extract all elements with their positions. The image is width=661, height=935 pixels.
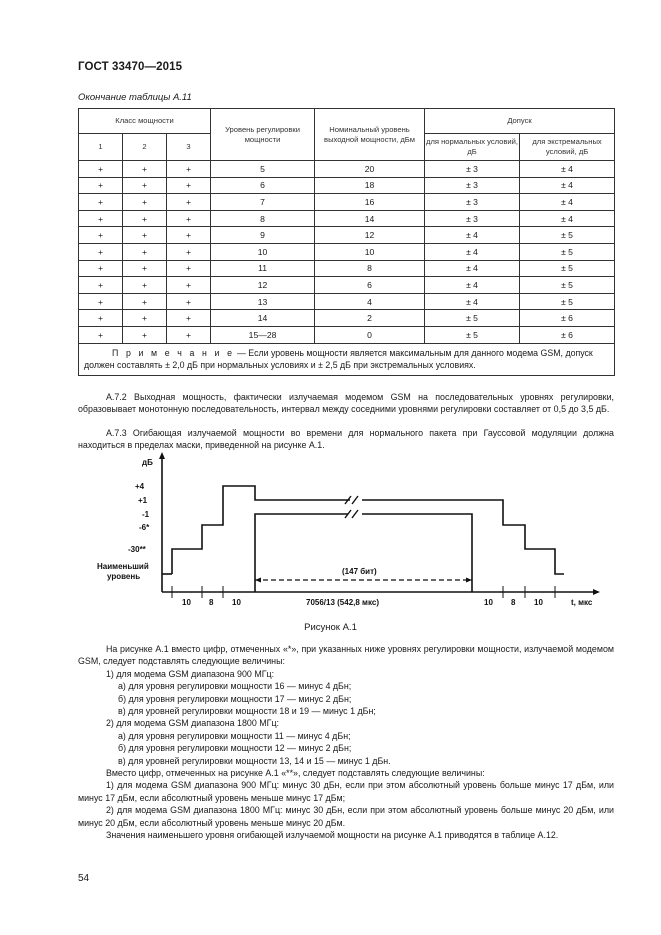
figure-caption: Рисунок А.1 — [304, 622, 357, 633]
table-cell: ± 6 — [520, 310, 615, 327]
body-paragraph: в) для уровней регулировки мощности 18 и 19 — минус 1 дБн; — [118, 706, 376, 717]
table-cell: ± 3 — [425, 210, 520, 227]
table-cell: ± 3 — [425, 177, 520, 194]
y-label-plus4: +4 — [135, 482, 145, 491]
table-cell: + — [79, 326, 123, 343]
table-cell: ± 5 — [520, 227, 615, 244]
table-cell: ± 5 — [520, 293, 615, 310]
table-cell: 4 — [315, 293, 425, 310]
table-row — [79, 177, 615, 194]
table-cell: + — [123, 210, 167, 227]
paragraph-a72-text: А.7.2 Выходная мощность, фактически излучаемая модемом GSM на последовательных уровнях регулировки, образовывает монотонную последовательность, интервал между соседними уровнями регулировки составляет от 0,5 до 3,5 дБ. — [78, 392, 614, 415]
body-paragraph: Значения наименьшего уровня огибающей излучаемой мощности на рисунке А.1 приводятся в таблице А.12. — [106, 830, 559, 841]
table-cell: 14 — [211, 310, 315, 327]
header-level: Уровень регулировки мощности — [211, 109, 315, 161]
table-cell: + — [123, 227, 167, 244]
table-cell: + — [79, 177, 123, 194]
table-cell: 10 — [211, 243, 315, 260]
power-mask-figure — [90, 452, 610, 614]
x-label-10c: 10 — [484, 598, 493, 607]
header-extreme: для экстремальных условий, дБ — [520, 134, 615, 161]
paragraph-a73 — [78, 427, 614, 452]
header-class-2: 2 — [123, 134, 167, 161]
table-row — [79, 326, 615, 343]
table-cell: + — [79, 260, 123, 277]
table-cell: 7 — [211, 194, 315, 211]
y-label-minus6: -6* — [139, 523, 150, 532]
table-cell: 15—28 — [211, 326, 315, 343]
table-cell: + — [79, 194, 123, 211]
table-cell: 11 — [211, 260, 315, 277]
table-cell: + — [123, 161, 167, 178]
table-cell: + — [79, 277, 123, 294]
table-cell: ± 4 — [520, 161, 615, 178]
table-cell: ± 6 — [520, 326, 615, 343]
table-cell: ± 5 — [520, 260, 615, 277]
table-cell: + — [123, 194, 167, 211]
table-cell: + — [167, 310, 211, 327]
table-body — [79, 161, 615, 344]
y-label-lowest-1: Наименьший — [97, 562, 149, 571]
x-label-8a: 8 — [209, 598, 214, 607]
header-tolerance: Допуск — [425, 109, 615, 134]
body-paragraph: а) для уровня регулировки мощности 16 — минус 4 дБн; — [118, 681, 352, 692]
break-mark — [352, 510, 358, 518]
header-power-class: Класс мощности — [79, 109, 211, 134]
table-cell: + — [123, 243, 167, 260]
table-cell: + — [123, 177, 167, 194]
table-cell: + — [167, 293, 211, 310]
table-row — [79, 161, 615, 178]
upper-mask-left — [172, 486, 350, 574]
body-paragraph: Вместо цифр, отмеченных на рисунке А.1 «**», следует подставлять следующие величины: — [106, 768, 485, 779]
table-cell: + — [167, 194, 211, 211]
arrow-right-icon — [466, 578, 472, 583]
arrow-left-icon — [255, 578, 261, 583]
table-cell: ± 4 — [425, 260, 520, 277]
table-cell: + — [123, 293, 167, 310]
y-label-lowest-2: уровень — [107, 572, 141, 581]
header-class-1: 1 — [79, 134, 123, 161]
table-cell: 6 — [315, 277, 425, 294]
y-label-minus1: -1 — [142, 510, 150, 519]
table-cell: 13 — [211, 293, 315, 310]
bits-label: (147 бит) — [342, 567, 377, 576]
x-axis-label: t, мкс — [571, 598, 593, 607]
table-cell: ± 4 — [520, 177, 615, 194]
body-paragraph: в) для уровней регулировки мощности 13, 14 и 15 — минус 1 дБн. — [118, 755, 391, 766]
table-cell: ± 4 — [520, 210, 615, 227]
table-cell: + — [79, 227, 123, 244]
x-label-10b: 10 — [232, 598, 241, 607]
table-cell: 16 — [315, 194, 425, 211]
header-class-3: 3 — [167, 134, 211, 161]
table-cell: ± 3 — [425, 194, 520, 211]
table-cell: + — [123, 326, 167, 343]
table-caption: Окончание таблицы А.11 — [78, 92, 192, 103]
table-note — [79, 343, 615, 375]
table-row — [79, 293, 615, 310]
table-row — [79, 227, 615, 244]
lower-mask-left — [255, 514, 348, 592]
y-label-plus1: +1 — [138, 496, 148, 505]
table-cell: + — [167, 227, 211, 244]
table-cell: 8 — [315, 260, 425, 277]
note-label: П р и м е ч а н и е — [112, 347, 235, 358]
table-cell: + — [123, 277, 167, 294]
body-paragraph: б) для уровня регулировки мощности 17 — минус 2 дБн; — [118, 693, 352, 704]
body-paragraph: а) для уровня регулировки мощности 11 — минус 4 дБн; — [118, 730, 351, 741]
table-row — [79, 260, 615, 277]
header-nominal: Номинальный уровень выходной мощности, дБм — [315, 109, 425, 161]
table-cell: 12 — [315, 227, 425, 244]
table-cell: ± 5 — [425, 326, 520, 343]
table-cell: 5 — [211, 161, 315, 178]
break-mark — [352, 496, 358, 504]
table-cell: + — [167, 260, 211, 277]
table-cell: ± 5 — [520, 277, 615, 294]
body-paragraph: На рисунке А.1 вместо цифр, отмеченных «*», при указанных ниже уровнях регулировки мощности, излучаемой модемом GSM, следует подставлять следующие величины: — [78, 644, 614, 667]
upper-mask-right — [362, 500, 564, 574]
table-cell: 18 — [315, 177, 425, 194]
table-cell: ± 4 — [425, 277, 520, 294]
y-arrow-icon — [159, 452, 165, 459]
paragraph-a73-text: А.7.3 Огибающая излучаемой мощности во времени для нормального пакета при Гауссовой модуляции должна находиться в пределах маски, приведенной на рисунке А.1. — [78, 428, 614, 451]
x-label-8b: 8 — [511, 598, 516, 607]
table-cell: 9 — [211, 227, 315, 244]
table-cell: + — [79, 243, 123, 260]
table-cell: 2 — [315, 310, 425, 327]
body-paragraph: б) для уровня регулировки мощности 12 — минус 2 дБн; — [118, 743, 352, 754]
table-cell: ± 4 — [425, 243, 520, 260]
table-cell: + — [167, 210, 211, 227]
table-cell: 6 — [211, 177, 315, 194]
table-cell: + — [167, 243, 211, 260]
table-cell: ± 4 — [520, 194, 615, 211]
table-cell: 0 — [315, 326, 425, 343]
body-paragraph: 2) для модема GSM диапазона 1800 МГц: — [106, 718, 280, 729]
table-row — [79, 243, 615, 260]
paragraph-a72 — [78, 391, 614, 416]
x-label-duration: 7056/13 (542,8 мкс) — [306, 598, 379, 607]
y-unit-label: дБ — [142, 458, 153, 467]
table-cell: + — [167, 277, 211, 294]
table-cell: ± 5 — [520, 243, 615, 260]
table-cell: ± 3 — [425, 161, 520, 178]
table-cell: 10 — [315, 243, 425, 260]
table-cell: + — [79, 310, 123, 327]
y-label-minus30: -30** — [128, 545, 146, 554]
table-cell: + — [167, 177, 211, 194]
x-label-10a: 10 — [182, 598, 191, 607]
x-arrow-icon — [593, 589, 600, 595]
table-row — [79, 210, 615, 227]
table-cell: + — [167, 326, 211, 343]
table-row — [79, 194, 615, 211]
note-text: — Если уровень мощности является максимальным для данного модема GSM, допуск должен составлять ± 2,0 дБ при нормальных условиях и ± 2,5 дБ при экстремальных условиях. — [84, 347, 593, 371]
body-paragraph: 1) для модема GSM диапазона 900 МГц: минус 30 дБн, если при этом абсолютный уровень больше минус 17 дБм, или минус 17 дБм, если абсолютный уровень меньше минус 17 дБм; — [78, 780, 614, 803]
table-cell: 20 — [315, 161, 425, 178]
table-row — [79, 310, 615, 327]
header-normal: для нормальных условий, дБ — [425, 134, 520, 161]
page-number: 54 — [78, 873, 90, 884]
body-paragraph: 1) для модема GSM диапазона 900 МГц: — [106, 668, 275, 679]
table-cell: + — [167, 161, 211, 178]
table-cell: + — [79, 161, 123, 178]
table-cell: ± 4 — [425, 293, 520, 310]
table-cell: + — [79, 210, 123, 227]
table-cell: + — [79, 293, 123, 310]
table-cell: + — [123, 310, 167, 327]
table-row — [79, 277, 615, 294]
table-cell: 8 — [211, 210, 315, 227]
x-label-10d: 10 — [534, 598, 543, 607]
table-cell: 14 — [315, 210, 425, 227]
body-text — [78, 643, 614, 842]
body-paragraph: 2) для модема GSM диапазона 1800 МГц: минус 30 дБн, если при этом абсолютный уровень больше минус 20 дБм, или минус 20 дБм, если абсолютный уровень меньше минус 20 дБм. — [78, 805, 614, 828]
table-cell: 12 — [211, 277, 315, 294]
power-level-table — [78, 108, 615, 376]
table-cell: ± 4 — [425, 227, 520, 244]
standard-header: ГОСТ 33470—2015 — [78, 61, 183, 73]
table-cell: ± 5 — [425, 310, 520, 327]
table-cell: + — [123, 260, 167, 277]
